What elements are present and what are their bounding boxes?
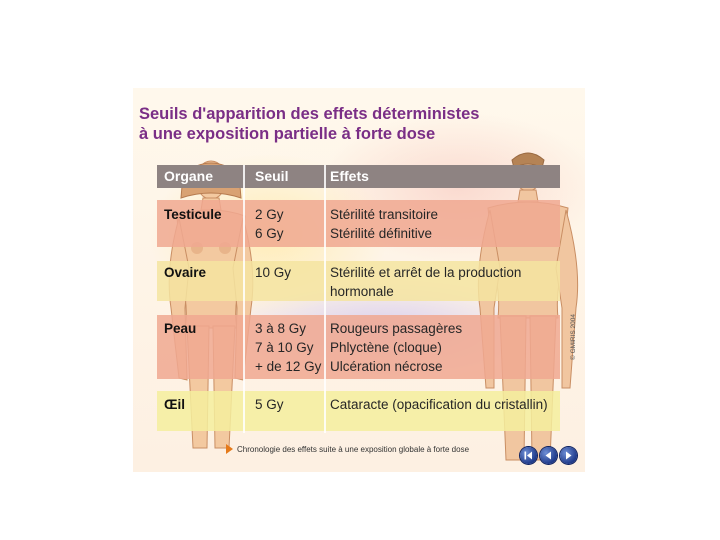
chronologie-link[interactable] [226,444,469,454]
previous-slide-button[interactable] [540,447,557,464]
effet-text: Stérilité et arrêt de la production [330,265,522,280]
slide-title [139,104,579,144]
column-divider [324,165,326,433]
next-icon [560,447,577,464]
effet-text: Stérilité définitive [330,226,433,241]
arrow-right-icon [226,444,233,454]
seuil-value: 10 Gy [255,265,292,280]
seuil-value: 6 Gy [255,226,284,241]
header-organe: Organe [164,168,214,184]
effet-text: Stérilité transitoire [330,207,439,222]
seuil-value: 7 à 10 Gy [255,340,314,355]
first-slide-button[interactable] [520,447,537,464]
column-divider [243,165,245,433]
effet-text: Rougeurs passagères [330,321,463,336]
organ-testicule: Testicule [164,207,222,222]
seuil-value: 2 Gy [255,207,284,222]
seuil-value: 3 à 8 Gy [255,321,307,336]
seuil-value: 5 Gy [255,397,284,412]
header-effets: Effets [330,168,369,184]
skip-back-icon [520,447,537,464]
header-seuil: Seuil [255,168,289,184]
slide [133,88,585,472]
previous-icon [540,447,557,464]
organ-peau: Peau [164,321,197,336]
next-slide-button[interactable] [560,447,577,464]
organ-oeil: Œil [164,397,186,412]
effet-text: Phlyctène (cloque) [330,340,442,355]
chronologie-link-label: Chronologie des effets suite à une exposition globale à forte dose [237,444,470,454]
effet-text: hormonale [330,284,394,299]
seuil-value: + de 12 Gy [255,359,322,374]
effet-text: Ulcération nécrose [330,359,443,374]
title-line-2: à une exposition partielle à forte dose [139,125,436,143]
effet-text: Cataracte (opacification du cristallin) [330,397,548,412]
organ-ovaire: Ovaire [164,265,207,280]
title-line-1: Seuils d'apparition des effets déterministes [139,105,480,123]
copyright-notice: © GMIRIS 2004 [570,314,577,360]
